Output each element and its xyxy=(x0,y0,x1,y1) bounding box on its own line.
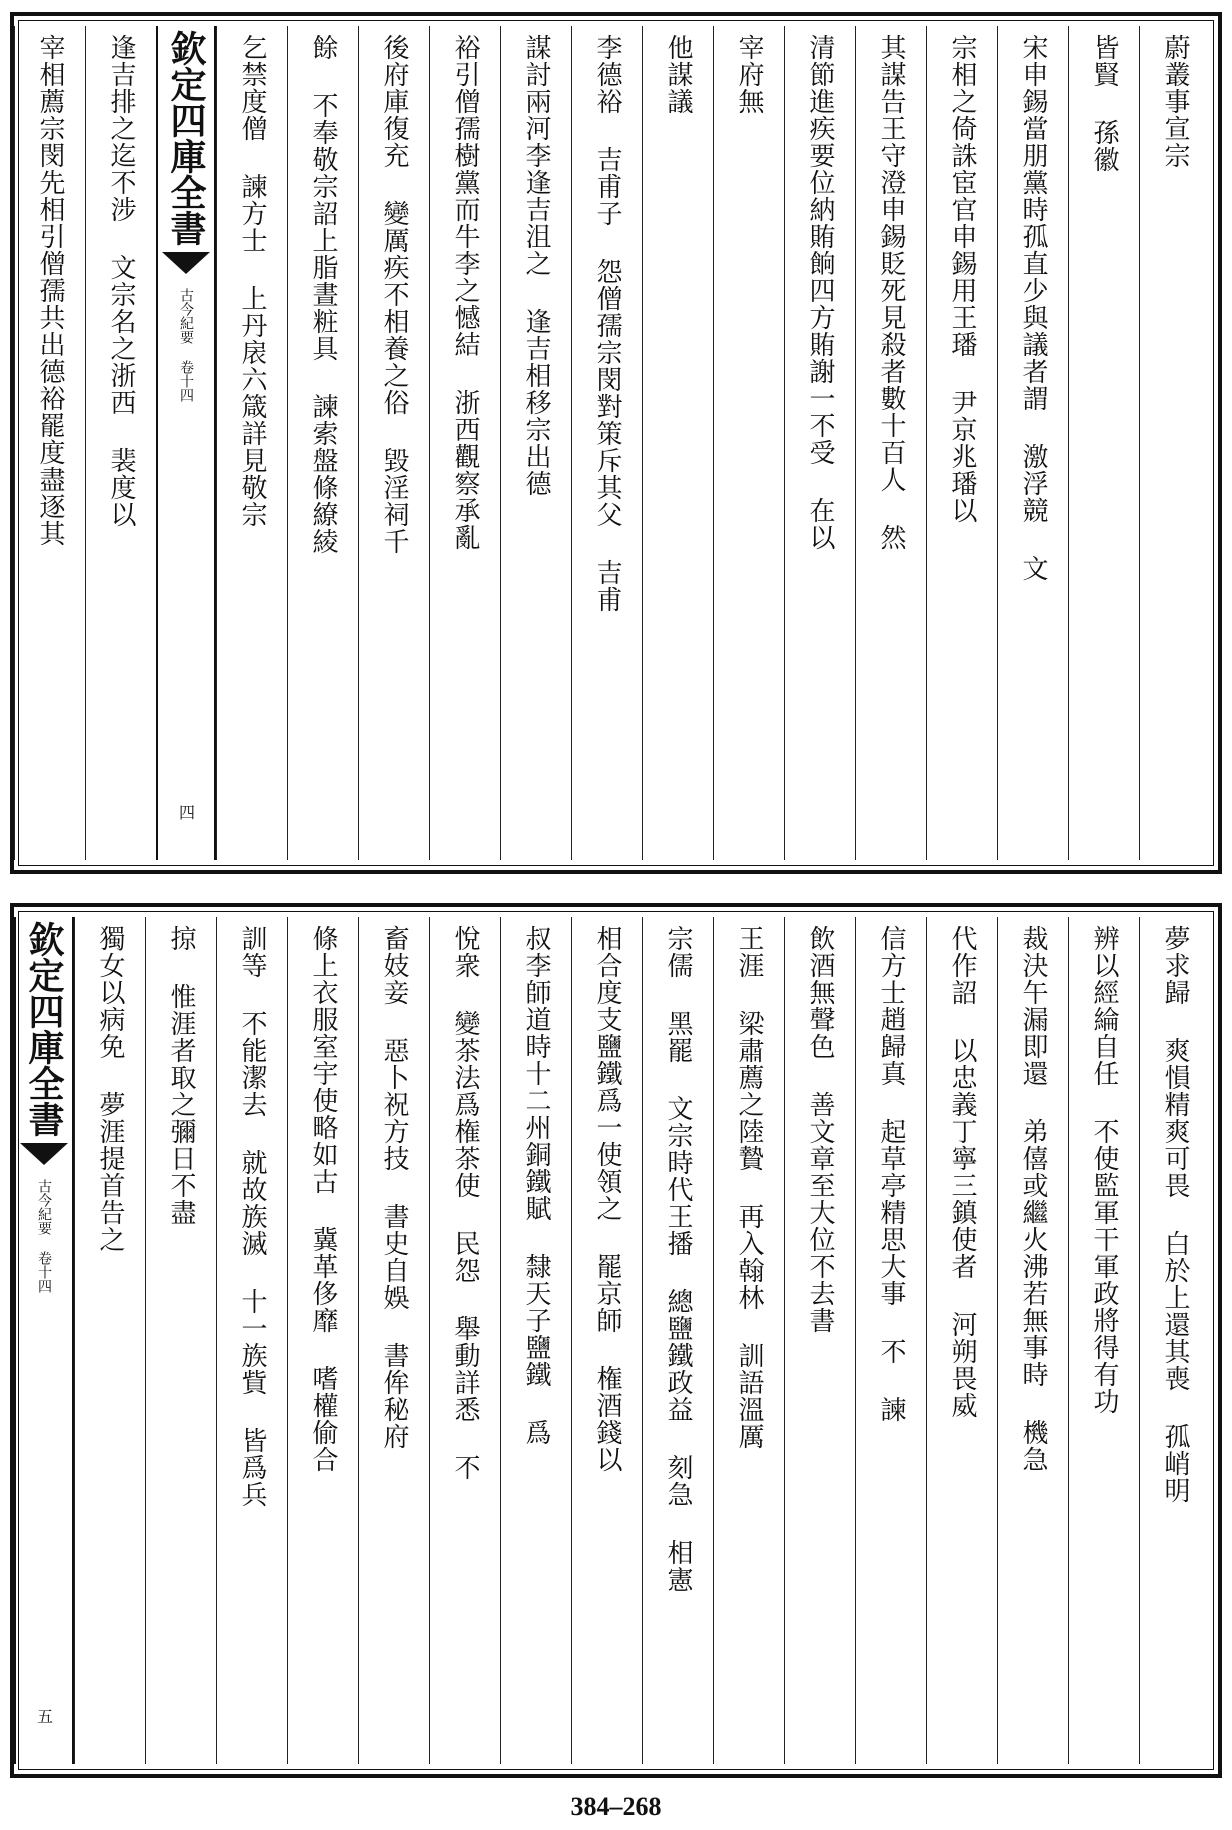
footer-page-number: 384–268 xyxy=(570,1792,662,1821)
text-column: 相合度支鹽鐵爲一使領之 罷京師 権酒錢以 xyxy=(571,917,642,1764)
text-column: 夢求歸 爽愪精爽可畏 白於上還其喪 孤峭明 xyxy=(1139,917,1210,1764)
text-column: 信方士趙歸真 起草亭精思大事 不 諫 xyxy=(855,917,926,1764)
juan-info: 古今紀要 卷十四 xyxy=(178,288,194,402)
fishtail-icon xyxy=(20,1143,68,1165)
text-column: 獨女以病免 夢涯提首告之 xyxy=(74,917,145,1764)
page-number: 五 xyxy=(34,1708,54,1724)
text-column: 悅衆 變茶法爲権茶使 民怨 舉動詳悉 不 xyxy=(429,917,500,1764)
header-title: 欽定四庫全書 xyxy=(165,30,207,246)
text-column: 清節進疾要位納賄餉四方賄謝一不受 在以 xyxy=(784,26,855,860)
text-column: 畜妓妾 惡卜祝方技 書史自娛 書侔秘府 xyxy=(358,917,429,1764)
text-column: 宋申錫當朋黨時孤直少與議者謂 激浮競 文 xyxy=(997,26,1068,860)
text-column: 條上衣服室宇使略如古 冀革侈靡 嗜權偷合 xyxy=(287,917,358,1764)
center-fold-bottom xyxy=(14,917,74,1764)
columns-bottom xyxy=(22,917,1210,1764)
center-fold-top xyxy=(156,26,216,860)
text-column: 其謀告王守澄申錫貶死見殺者數十百人 然 xyxy=(855,26,926,860)
text-column: 叔李師道時十二州銅鐵賦 隸天子鹽鐵 爲 xyxy=(500,917,571,1764)
text-column: 訓等 不能潔去 就故族滅 十一族貲 皆爲兵 xyxy=(216,917,287,1764)
text-column: 宗相之倚誅宦官申錫用王璠 尹京兆璠以 xyxy=(926,26,997,860)
fishtail-icon xyxy=(162,252,210,274)
columns-top xyxy=(22,26,1210,860)
text-column: 他謀議 xyxy=(642,26,713,860)
text-column: 皆賢 孫徽 xyxy=(1068,26,1139,860)
text-column: 代作詔 以忠義丁寧三鎮使者 河朔畏威 xyxy=(926,917,997,1764)
page-number: 四 xyxy=(176,804,196,820)
text-column: 王涯 梁肅薦之陸贄 再入翰林 訓語溫厲 xyxy=(713,917,784,1764)
text-column: 辨以經綸自任 不使監軍干軍政將得有功 xyxy=(1068,917,1139,1764)
page-top xyxy=(10,12,1222,874)
header-title: 欽定四庫全書 xyxy=(23,921,65,1137)
text-column: 餘 不奉敬宗詔上脂晝粧具 諫索盤條繚綾 xyxy=(287,26,358,860)
text-column: 宗儒 黑罷 文宗時代王播 總鹽鐵政益 刻急 相憲 xyxy=(642,917,713,1764)
text-column xyxy=(0,26,14,860)
text-column xyxy=(0,917,14,1764)
text-column: 謀討兩河李逢吉沮之 逢吉相移宗出德 xyxy=(500,26,571,860)
text-column: 掠 惟涯者取之彌日不盡 xyxy=(145,917,216,1764)
text-column: 逢吉排之迄不涉 文宗名之浙西 裴度以 xyxy=(85,26,156,860)
text-column: 飲酒無聲色 善文章至大位不去書 xyxy=(784,917,855,1764)
text-column: 宰相薦宗閔先相引僧孺共出德裕罷度盡逐其 xyxy=(14,26,85,860)
text-column: 裕引僧孺樹黨而牛李之憾結 浙西觀察承亂 xyxy=(429,26,500,860)
page-bottom xyxy=(10,903,1222,1778)
text-column: 裁決午漏即還 弟僖或繼火沸若無事時 機急 xyxy=(997,917,1068,1764)
text-column: 蔚叢事宣宗 xyxy=(1139,26,1210,860)
text-column: 後府庫復充 變厲疾不相養之俗 毀淫祠千 xyxy=(358,26,429,860)
text-column: 李德裕 吉甫子 怨僧孺宗閔對策斥其父 吉甫 xyxy=(571,26,642,860)
juan-info: 古今紀要 卷十四 xyxy=(36,1179,52,1293)
text-column: 宰府無 xyxy=(713,26,784,860)
text-column: 乞禁度僧 諫方士 上丹扆六箴詳見敬宗 xyxy=(216,26,287,860)
